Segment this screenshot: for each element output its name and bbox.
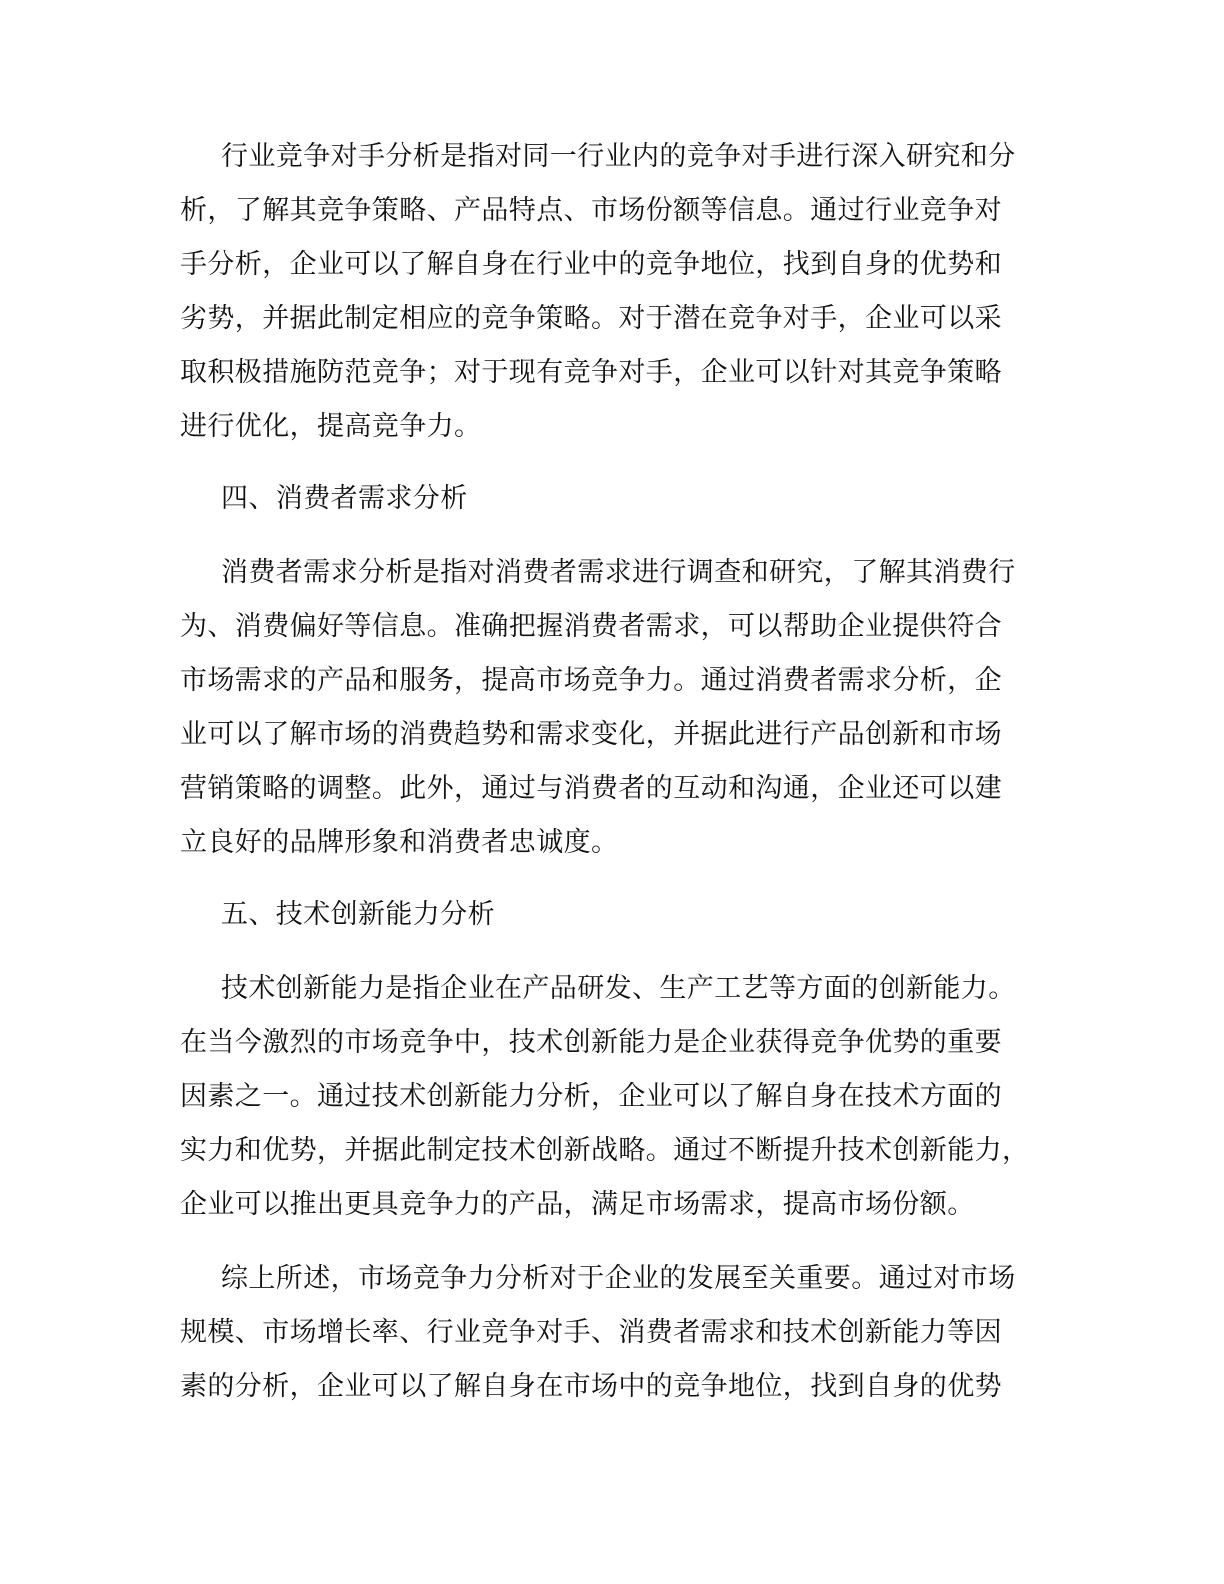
section-heading-consumer-demand: 四、消费者需求分析	[221, 483, 468, 514]
paragraph-consumer-line-1: 消费者需求分析是指对消费者需求进行调查和研究，了解其消费行	[221, 557, 1016, 588]
paragraph-competitors-line-3: 手分析，企业可以了解自身在行业中的竞争地位，找到自身的优势和	[180, 249, 1002, 280]
paragraph-tech-line-2: 在当今激烈的市场竞争中，技术创新能力是企业获得竞争优势的重要	[180, 1027, 1002, 1058]
paragraph-consumer-line-5: 营销策略的调整。此外，通过与消费者的互动和沟通，企业还可以建	[180, 773, 1002, 804]
paragraph-competitors-line-2: 析，了解其竞争策略、产品特点、市场份额等信息。通过行业竞争对	[180, 195, 1002, 226]
paragraph-tech-line-5: 企业可以推出更具竞争力的产品，满足市场需求，提高市场份额。	[180, 1189, 975, 1220]
paragraph-summary-line-3: 素的分析，企业可以了解自身在市场中的竞争地位，找到自身的优势	[180, 1371, 1002, 1402]
paragraph-competitors-line-4: 劣势，并据此制定相应的竞争策略。对于潜在竞争对手，企业可以采	[180, 303, 1002, 334]
paragraph-consumer-line-4: 业可以了解市场的消费趋势和需求变化，并据此进行产品创新和市场	[180, 719, 1002, 750]
paragraph-summary-line-2: 规模、市场增长率、行业竞争对手、消费者需求和技术创新能力等因	[180, 1317, 1002, 1348]
paragraph-competitors-line-1: 行业竞争对手分析是指对同一行业内的竞争对手进行深入研究和分	[221, 141, 1016, 172]
paragraph-summary-line-1: 综上所述，市场竞争力分析对于企业的发展至关重要。通过对市场	[221, 1263, 1016, 1294]
paragraph-consumer-line-2: 为、消费偏好等信息。准确把握消费者需求，可以帮助企业提供符合	[180, 611, 1002, 642]
paragraph-consumer-line-3: 市场需求的产品和服务，提高市场竞争力。通过消费者需求分析，企	[180, 665, 1002, 696]
paragraph-tech-line-3: 因素之一。通过技术创新能力分析，企业可以了解自身在技术方面的	[180, 1081, 1002, 1112]
paragraph-tech-line-4: 实力和优势，并据此制定技术创新战略。通过不断提升技术创新能力，	[180, 1135, 1030, 1166]
paragraph-competitors-line-6: 进行优化，提高竞争力。	[180, 411, 482, 442]
paragraph-tech-line-1: 技术创新能力是指企业在产品研发、生产工艺等方面的创新能力。	[221, 973, 1016, 1004]
paragraph-consumer-line-6: 立良好的品牌形象和消费者忠诚度。	[180, 827, 619, 858]
section-heading-tech-innovation: 五、技术创新能力分析	[221, 899, 495, 930]
paragraph-competitors-line-5: 取积极措施防范竞争；对于现有竞争对手，企业可以针对其竞争策略	[180, 357, 1002, 388]
